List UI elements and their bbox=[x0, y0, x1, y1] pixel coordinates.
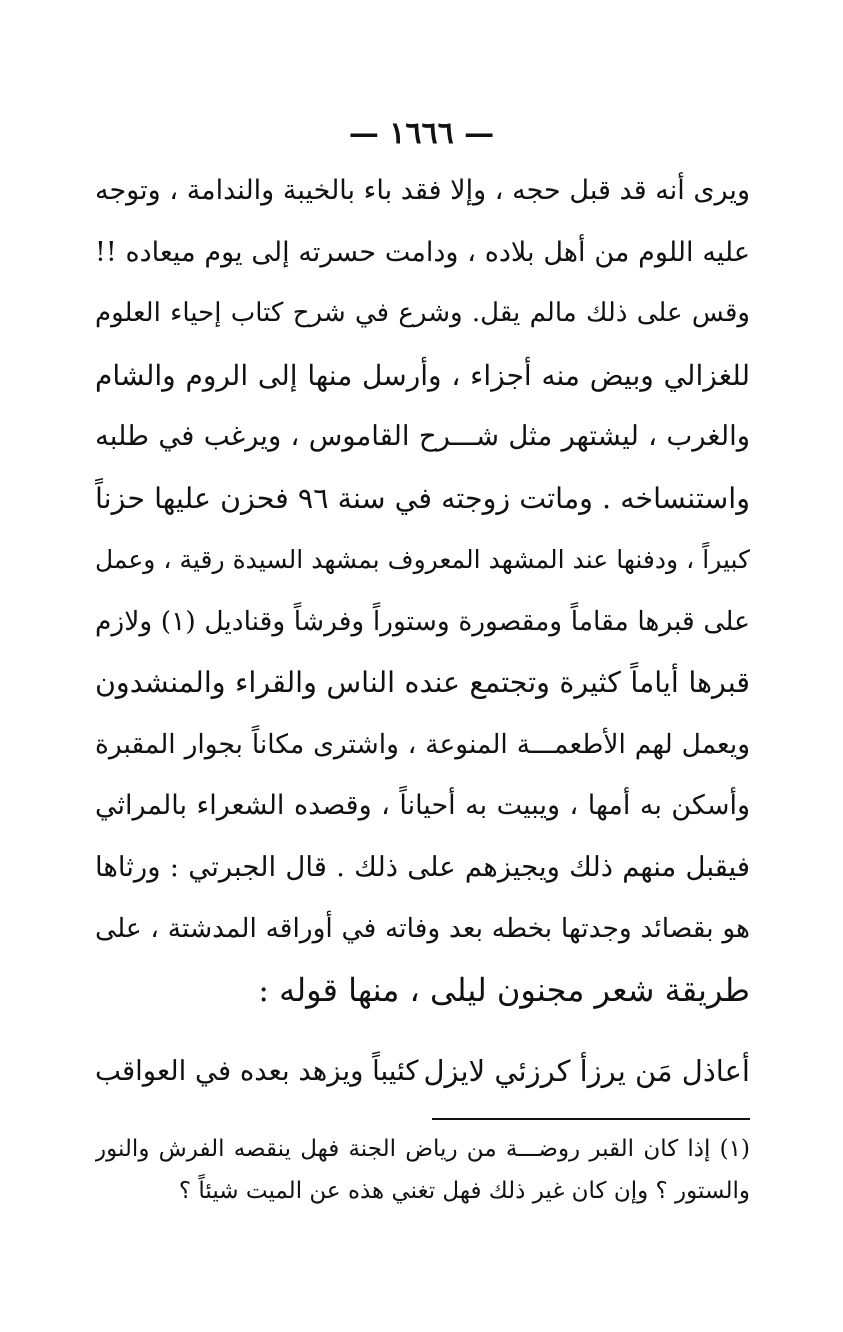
verse-first-hemistich: أعاذل مَن يرزأ كرزئي لايزل bbox=[423, 1054, 750, 1088]
body-line: ويرى أنه قد قبل حجه ، وإلا فقد باء بالخيبة والندامة ، وتوجه bbox=[95, 175, 750, 206]
verse-second-hemistich: كئيباً ويزهد بعده في العواقب bbox=[95, 1055, 419, 1087]
footnote-line: (١) إذا كان القبر روضـــة من رياض الجنة فهل ينقصه الفرش والنور bbox=[95, 1136, 750, 1162]
body-line: عليه اللوم من أهل بلاده ، ودامت حسرته إلى يوم ميعاده !! bbox=[95, 236, 750, 268]
body-line: على قبرها مقاماً ومقصورة وستوراً وفرشاً وقناديل (١) ولازم bbox=[95, 605, 750, 637]
body-line: واستنساخه . وماتت زوجته في سنة ٩٦ فحزن عليها حزناً bbox=[95, 481, 750, 515]
body-text bbox=[95, 160, 750, 1021]
body-line: والغرب ، ليشتهر مثل شـــرح القاموس ، ويرغب في طلبه bbox=[95, 420, 750, 452]
footnote-line: والستور ؟ وإن كان غير ذلك فهل تغني هذه عن الميت شيئاً ؟ bbox=[178, 1178, 750, 1204]
body-line: قبرها أياماً كثيرة وتجتمع عنده الناس والقراء والمنشدون bbox=[95, 666, 750, 699]
body-line: فيقبل منهم ذلك ويجيزهم على ذلك . قال الجبرتي : ورثاها bbox=[95, 850, 750, 883]
poetry-verse bbox=[95, 1046, 750, 1096]
body-line: طريقة شعر مجنون ليلى ، منها قوله : bbox=[258, 970, 750, 1009]
page-number: — ١٦٦٦ — bbox=[348, 116, 495, 151]
footnotes bbox=[95, 1128, 750, 1212]
body-line: هو بقصائد وجدتها بخطه بعد وفاته في أوراقه المدشتة ، على bbox=[95, 913, 750, 944]
body-line: وأسكن به أمها ، ويبيت به أحياناً ، وقصده الشعراء بالمراثي bbox=[95, 790, 750, 821]
body-line: ويعمل لهم الأطعمـــة المنوعة ، واشترى مكاناً بجوار المقبرة bbox=[95, 728, 750, 760]
body-line: للغزالي وبيض منه أجزاء ، وأرسل منها إلى الروم والشام bbox=[95, 358, 750, 392]
footnote-divider bbox=[432, 1118, 750, 1120]
body-line: وقس على ذلك مالم يقل. وشرع في شرح كتاب إحياء العلوم bbox=[95, 298, 750, 328]
body-line: كبيراً ، ودفنها عند المشهد المعروف بمشهد السيدة رقية ، وعمل bbox=[95, 545, 750, 574]
